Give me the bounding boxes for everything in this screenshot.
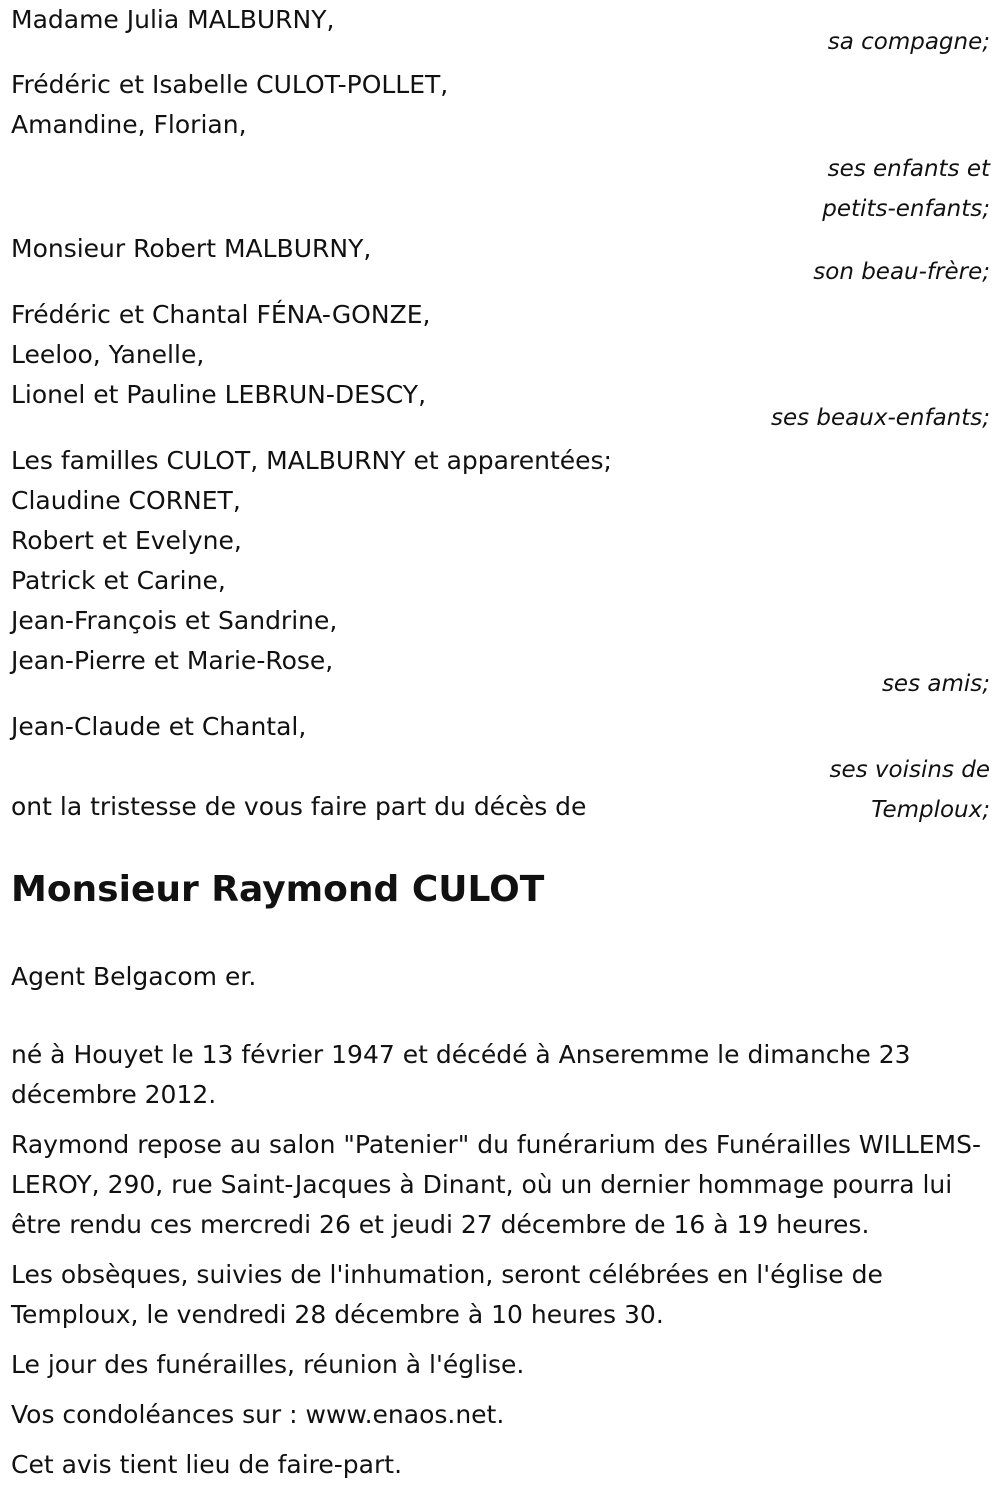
funeral-paragraph: Les obsèques, suivies de l'inhumation, seront célébrées en l'église de Temploux, le vendredi 28 décembre à 10 heures 30. <box>11 1260 883 1329</box>
announcement-text: ont la tristesse de vous faire part du décès de <box>11 792 587 821</box>
relationship-caption: sa compagne; <box>827 29 990 55</box>
relationship-caption: Temploux; <box>871 797 990 823</box>
notice-paragraph: Cet avis tient lieu de faire-part. <box>11 1450 403 1479</box>
family-name-line: Robert et Evelyne, <box>11 526 242 555</box>
occupation: Agent Belgacom er. <box>11 962 257 991</box>
family-name-line: Jean-Claude et Chantal, <box>11 712 307 741</box>
family-name-line: Les familles CULOT, MALBURNY et apparentées; <box>11 446 612 475</box>
family-name-line: Amandine, Florian, <box>11 110 247 139</box>
meeting-paragraph: Le jour des funérailles, réunion à l'église. <box>11 1350 525 1379</box>
relationship-caption: ses beaux-enfants; <box>770 405 990 431</box>
family-name-line: Jean-Pierre et Marie-Rose, <box>11 646 334 675</box>
family-name-line: Frédéric et Isabelle CULOT-POLLET, <box>11 70 449 99</box>
family-name-line: Jean-François et Sandrine, <box>11 606 338 635</box>
family-name-line: Patrick et Carine, <box>11 566 226 595</box>
relationship-caption: ses voisins de <box>829 757 990 783</box>
relationship-caption: ses amis; <box>881 671 990 697</box>
obituary-notice <box>11 0 990 1495</box>
family-group-neighbors <box>11 707 990 827</box>
relationship-caption: son beau-frère; <box>813 259 990 285</box>
details-section <box>11 1035 990 1485</box>
birth-death-paragraph: né à Houyet le 13 février 1947 et décédé à Anseremme le dimanche 23 décembre 2012. <box>11 1040 911 1109</box>
condolences-paragraph: Vos condoléances sur : www.enaos.net. <box>11 1400 505 1429</box>
family-name-line: Monsieur Robert MALBURNY, <box>11 234 372 263</box>
family-name-line: Madame Julia MALBURNY, <box>11 5 335 34</box>
family-name-line: Lionel et Pauline LEBRUN-DESCY, <box>11 380 427 409</box>
family-group-companion <box>11 0 990 62</box>
relationship-caption: ses enfants et <box>827 156 990 182</box>
relationship-caption: petits-enfants; <box>822 196 990 222</box>
viewing-paragraph: Raymond repose au salon "Patenier" du funérarium des Funérailles WILLEMS-LEROY, 290, rue Saint-Jacques à Dinant, où un dernier hommage pourra lui être rendu ces mercredi 26 et jeudi 27 décembre de 16 à 19 heures. <box>11 1130 982 1239</box>
family-name-line: Claudine CORNET, <box>11 486 241 515</box>
family-group-step-children <box>11 295 990 438</box>
family-group-friends <box>11 441 990 704</box>
family-group-children <box>11 65 990 229</box>
family-group-brother-in-law <box>11 229 990 292</box>
family-name-line: Frédéric et Chantal FÉNA-GONZE, <box>11 300 431 329</box>
deceased-name: Monsieur Raymond CULOT <box>11 869 545 910</box>
family-name-line: Leeloo, Yanelle, <box>11 340 205 369</box>
